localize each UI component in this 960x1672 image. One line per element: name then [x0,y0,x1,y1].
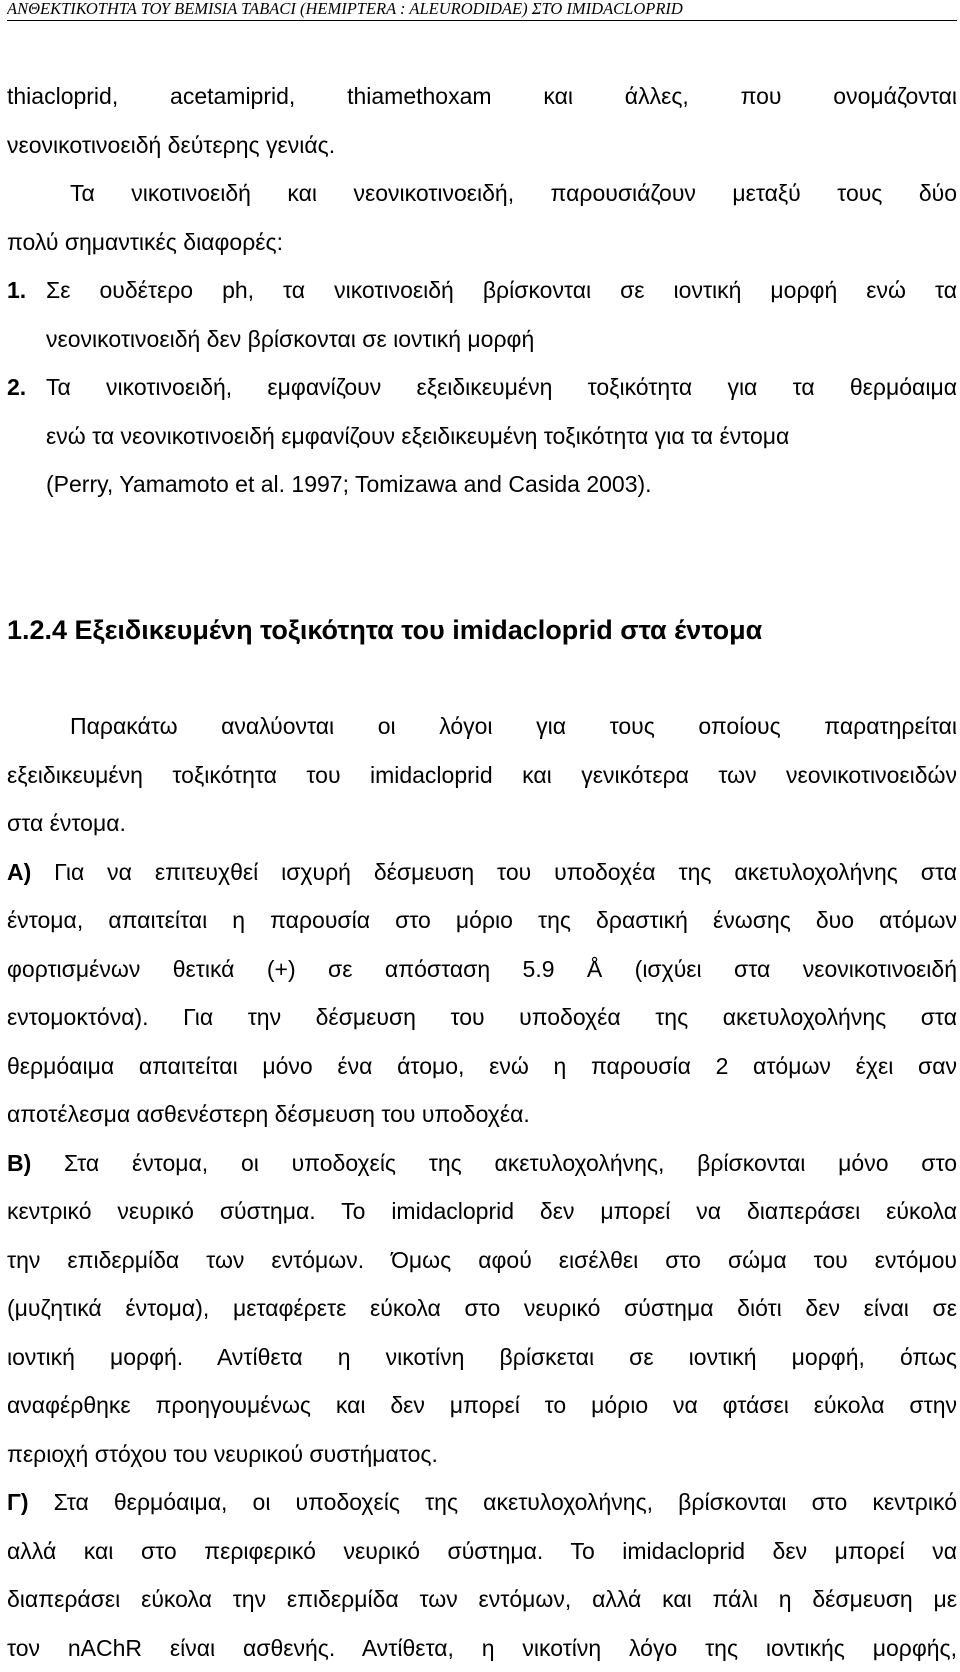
intro-line: thiacloprid, acetamiprid, thiamethoxam και άλλες, που ονομάζονται [7,72,957,121]
list-number: 2. [7,363,46,412]
paragraph-a-line: εντομοκτόνα). Για την δέσμευση του υποδοχέα της ακετυλοχολήνης στα [7,993,957,1042]
list-line: Σε ουδέτερο ph, τα νικοτινοειδή βρίσκονται σε ιοντική μορφή ενώ τα [46,266,957,315]
paragraph-c-line: αλλά και στο περιφερικό νευρικό σύστημα. Το imidacloprid δεν μπορεί να [7,1527,957,1576]
list-item [7,266,957,315]
paragraph-c-line: διαπεράσει εύκολα την επιδερμίδα των εντόμων, αλλά και πάλι η δέσμευση με [7,1575,957,1624]
section-heading: 1.2.4 Εξειδικευμένη τοξικότητα του imidacloprid στα έντομα [7,606,957,655]
intro-line: Τα νικοτινοειδή και νεονικοτινοειδή, παρουσιάζουν μεταξύ τους δύο [7,169,957,218]
paragraph-a-line: αποτέλεσμα ασθενέστερη δέσμευση του υποδοχέα. [7,1090,957,1139]
list-line: νεονικοτινοειδή δεν βρίσκονται σε ιοντική μορφή [7,315,957,364]
paragraph-b-line: ιοντική μορφή. Αντίθετα η νικοτίνη βρίσκεται σε ιοντική μορφή, όπως [7,1333,957,1382]
list-line: ενώ τα νεονικοτινοειδή εμφανίζουν εξειδικευμένη τοξικότητα για τα έντομα [7,412,957,461]
paragraph-b-line: περιοχή στόχου του νευρικού συστήματος. [7,1430,957,1479]
paragraph-c-line: τον nAChR είναι ασθενής. Αντίθετα, η νικοτίνη λόγο της ιοντικής μορφής, [7,1624,957,1672]
running-header: ΑΝΘΕΚΤΙΚΟΤΗΤΑ ΤΟΥ BEMISIA TABACI (HEMIPTERA : ALEURODIDAE) ΣΤΟ IMIDACLOPRID [7,0,957,21]
paragraph-a-line: έντομα, απαιτείται η παρουσία στο μόριο της δραστική ένωσης δυο ατόμων [7,896,957,945]
paragraph-a-line: θερμόαιμα απαιτείται μόνο ένα άτομο, ενώ η παρουσία 2 ατόμων έχει σαν [7,1042,957,1091]
paragraph-line: Παρακάτω αναλύονται οι λόγοι για τους οποίους παρατηρείται [7,702,957,751]
document-body [7,72,957,1672]
list-number: 1. [7,266,46,315]
paragraph-b-line: την επιδερμίδα των εντόμων. Όμως αφού εισέλθει στο σώμα του εντόμου [7,1236,957,1285]
paragraph-label: Α) [7,859,31,885]
paragraph-a-line: Α) Για να επιτευχθεί ισχυρή δέσμευση του υποδοχέα της ακετυλοχολήνης στα [7,848,957,897]
intro-line: νεονικοτινοειδή δεύτερης γενιάς. [7,121,957,170]
paragraph-label: Β) [7,1150,31,1176]
list-line: (Perry, Yamamoto et al. 1997; Tomizawa and Casida 2003). [7,460,957,509]
list-line: Τα νικοτινοειδή, εμφανίζουν εξειδικευμένη τοξικότητα για τα θερμόαιμα [46,363,957,412]
paragraph-b-line: κεντρικό νευρικό σύστημα. Το imidacloprid δεν μπορεί να διαπεράσει εύκολα [7,1187,957,1236]
paragraph-b-line: (μυζητικά έντομα), μεταφέρετε εύκολα στο νευρικό σύστημα διότι δεν είναι σε [7,1284,957,1333]
paragraph-c-line: Γ) Στα θερμόαιμα, οι υποδοχείς της ακετυλοχολήνης, βρίσκονται στο κεντρικό [7,1478,957,1527]
paragraph-line: στα έντομα. [7,799,957,848]
paragraph-line: εξειδικευμένη τοξικότητα του imidacloprid και γενικότερα των νεονικοτινοειδών [7,751,957,800]
list-item [7,363,957,412]
intro-line: πολύ σημαντικές διαφορές: [7,218,957,267]
paragraph-label: Γ) [7,1489,28,1515]
paragraph-a-line: φορτισμένων θετικά (+) σε απόσταση 5.9 Å (ισχύει στα νεονικοτινοειδή [7,945,957,994]
paragraph-b-line: Β) Στα έντομα, οι υποδοχείς της ακετυλοχολήνης, βρίσκονται μόνο στο [7,1139,957,1188]
paragraph-b-line: αναφέρθηκε προηγουμένως και δεν μπορεί το μόριο να φτάσει εύκολα στην [7,1381,957,1430]
